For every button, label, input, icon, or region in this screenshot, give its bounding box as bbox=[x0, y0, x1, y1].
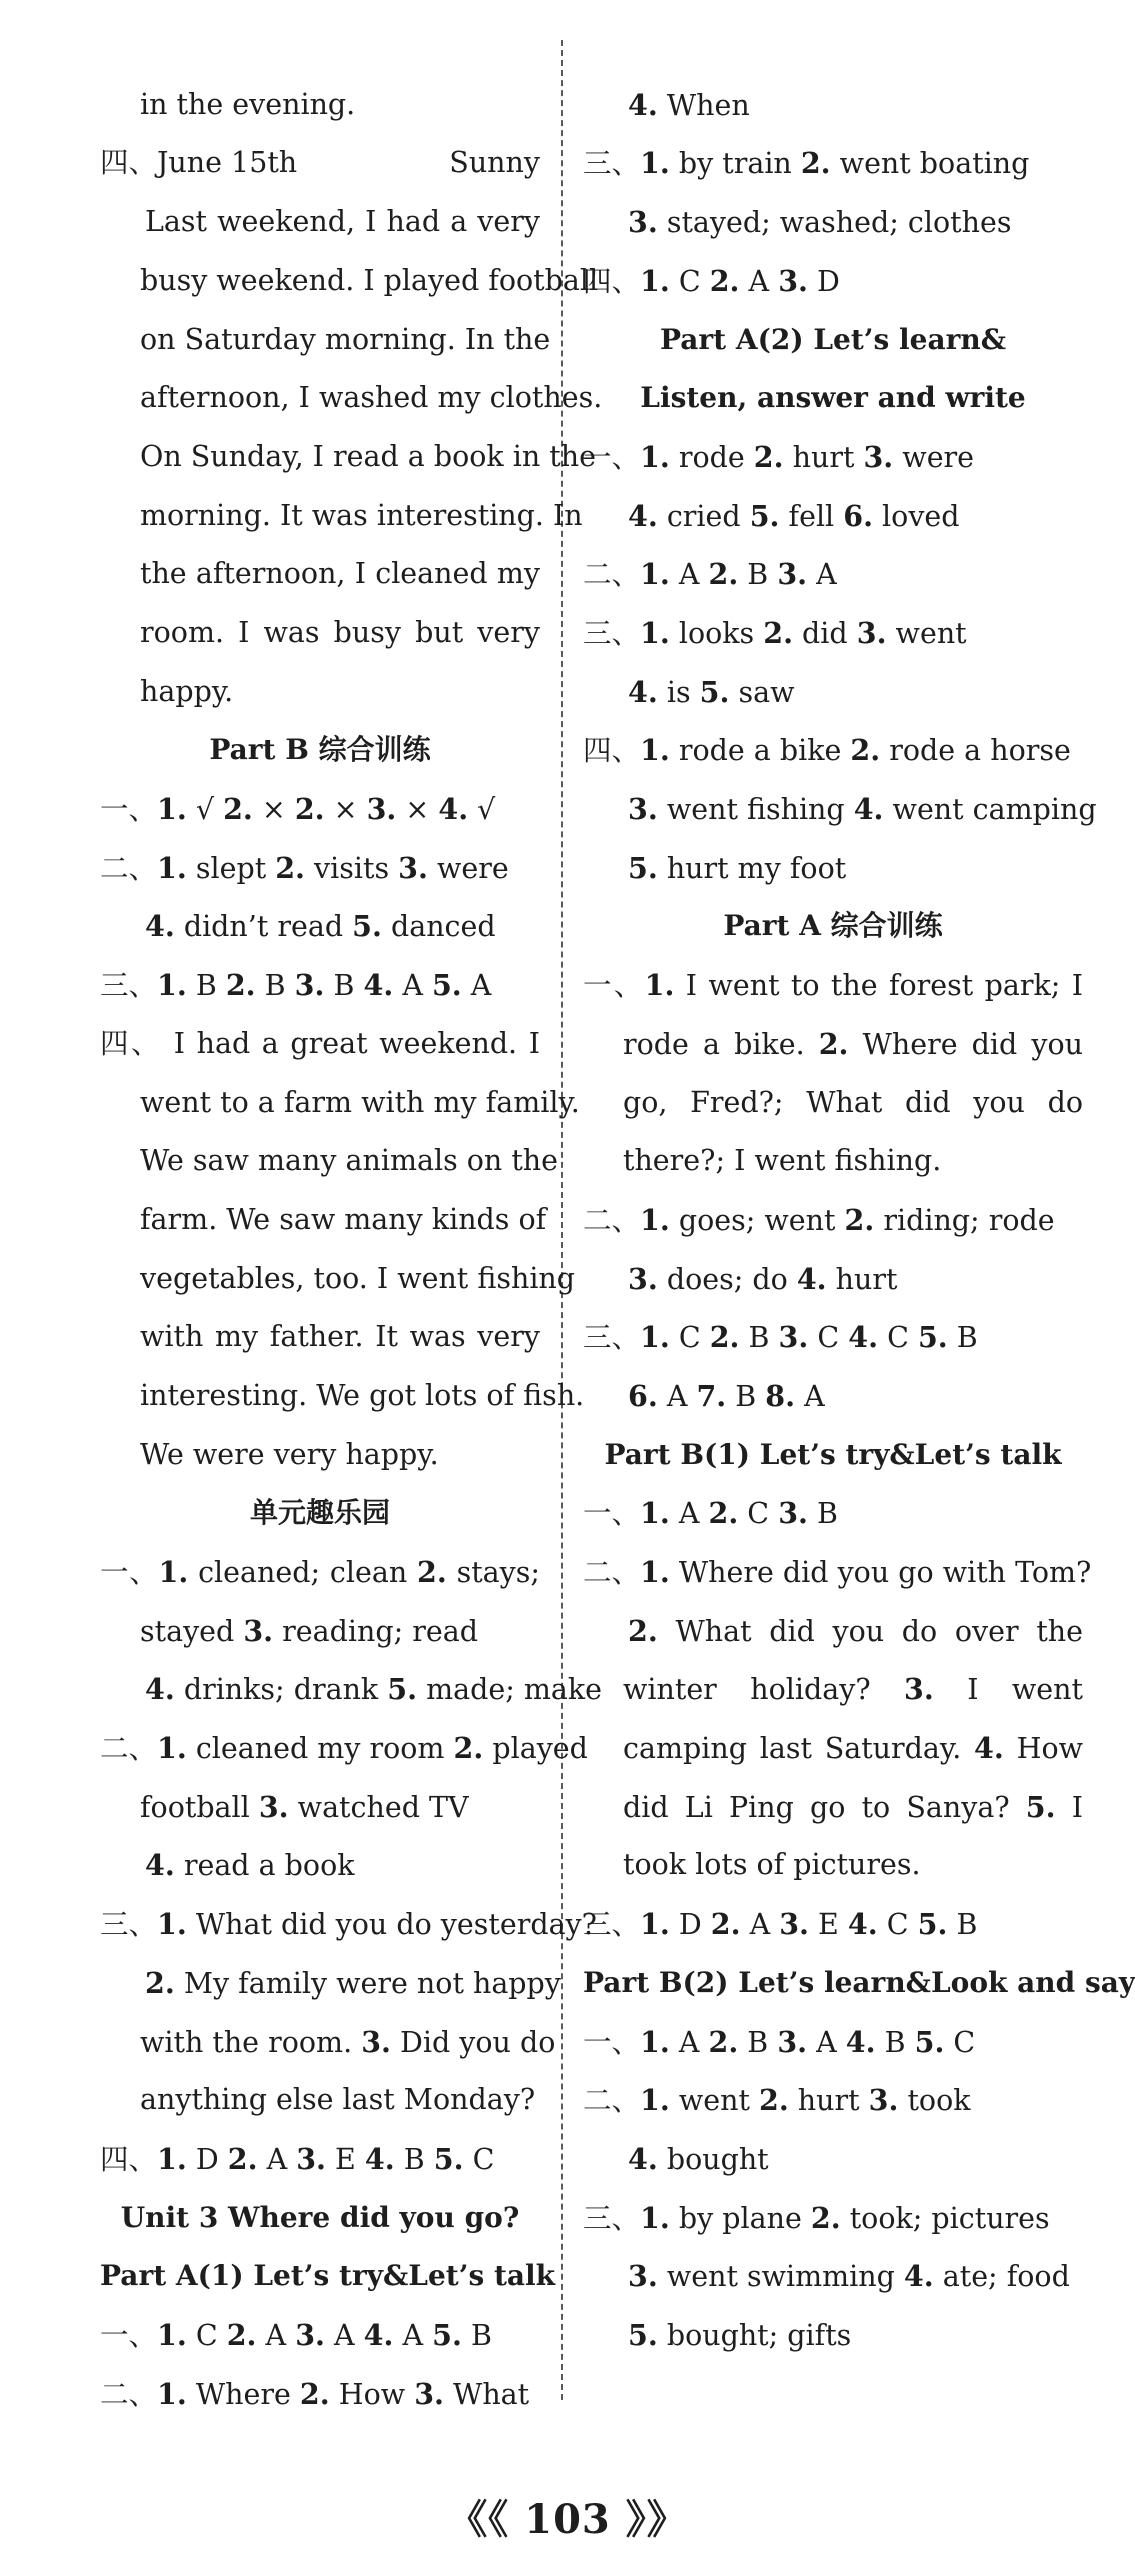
answer-line: 四、1. rode a bike 2. rode a horse bbox=[583, 733, 1071, 767]
answer-line: 4. is 5. saw bbox=[628, 675, 795, 709]
section-heading: Part B(1) Let’s try&Let’s talk bbox=[604, 1438, 1062, 1471]
answer-line: went to a farm with my family. bbox=[140, 1086, 580, 1119]
answer-line: We were very happy. bbox=[140, 1438, 439, 1471]
answer-line: winter holiday? 3. I went bbox=[623, 1672, 1083, 1706]
answer-line: happy. bbox=[140, 675, 234, 708]
answer-line: stayed 3. reading; read bbox=[140, 1614, 478, 1648]
answer-line: 三、1. D 2. A 3. E 4. C 5. B bbox=[583, 1907, 978, 1941]
answer-line: 三、1. B 2. B 3. B 4. A 5. A bbox=[100, 968, 492, 1002]
answer-line: vegetables, too. I went fishing bbox=[140, 1262, 576, 1295]
answer-line: 三、1. What did you do yesterday? bbox=[100, 1907, 597, 1941]
answer-line: 4. drinks; drank 5. made; make bbox=[145, 1672, 603, 1706]
answer-line: in the evening. bbox=[140, 88, 356, 121]
answer-line: 二、1. went 2. hurt 3. took bbox=[583, 2083, 971, 2117]
answer-line: 四、 I had a great weekend. I bbox=[100, 1027, 540, 1060]
section-heading: 单元趣乐园 bbox=[249, 1496, 390, 1529]
answer-line: 二、1. goes; went 2. riding; rode bbox=[583, 1203, 1055, 1237]
answer-line: 一、1. √ 2. × 2. × 3. × 4. √ bbox=[100, 792, 496, 826]
answer-line: there?; I went fishing. bbox=[623, 1144, 942, 1177]
answer-line: 4. bought bbox=[628, 2142, 769, 2176]
answer-line: 二、1. Where 2. How 3. What bbox=[100, 2377, 530, 2411]
answer-line: morning. It was interesting. In bbox=[140, 499, 583, 532]
answer-line: We saw many animals on the bbox=[140, 1144, 559, 1177]
answer-line: Last weekend, I had a very bbox=[145, 205, 540, 238]
answer-line: 二、1. cleaned my room 2. played bbox=[100, 1731, 588, 1765]
answer-line: 一、1. A 2. B 3. A 4. B 5. C bbox=[583, 2025, 976, 2059]
answer-line: 5. bought; gifts bbox=[628, 2318, 852, 2352]
answer-line: Sunny bbox=[449, 146, 540, 179]
answer-line: 三、1. by plane 2. took; pictures bbox=[583, 2201, 1050, 2235]
answer-line: go, Fred?; What did you do bbox=[623, 1086, 1083, 1119]
answer-line: 4. didn’t read 5. danced bbox=[145, 909, 496, 943]
answer-line: 三、1. C 2. B 3. C 4. C 5. B bbox=[583, 1320, 978, 1354]
answer-line: took lots of pictures. bbox=[623, 1848, 921, 1881]
answer-line: 4. When bbox=[628, 88, 750, 122]
answer-line: camping last Saturday. 4. How bbox=[623, 1731, 1084, 1765]
answer-line: 二、1. Where did you go with Tom? bbox=[583, 1555, 1092, 1589]
answer-line: farm. We saw many kinds of bbox=[140, 1203, 547, 1236]
answer-line: 3. stayed; washed; clothes bbox=[628, 205, 1012, 239]
answer-line: On Sunday, I read a book in the bbox=[140, 440, 596, 473]
answer-line: 一、1. rode 2. hurt 3. were bbox=[583, 440, 975, 474]
section-heading: Part B(2) Let’s learn&Look and say bbox=[583, 1966, 1135, 1999]
section-heading: Listen, answer and write bbox=[640, 381, 1026, 414]
answer-line: did Li Ping go to Sanya? 5. I bbox=[623, 1790, 1083, 1824]
answer-line: 5. hurt my foot bbox=[628, 851, 847, 885]
answer-line: 三、1. by train 2. went boating bbox=[583, 146, 1030, 180]
answer-line: 3. went fishing 4. went camping bbox=[628, 792, 1097, 826]
section-heading: Part A 综合训练 bbox=[723, 909, 943, 942]
answer-line: 一、1. cleaned; clean 2. stays; bbox=[100, 1555, 540, 1589]
section-heading: Unit 3 Where did you go? bbox=[120, 2201, 520, 2234]
answer-line: 一、1. A 2. C 3. B bbox=[583, 1496, 838, 1530]
answer-line: 4. read a book bbox=[145, 1848, 355, 1882]
answer-line: with the room. 3. Did you do bbox=[140, 2025, 556, 2059]
answer-line: busy weekend. I played football bbox=[140, 264, 599, 297]
answer-line: 3. does; do 4. hurt bbox=[628, 1262, 898, 1296]
answer-line: rode a bike. 2. Where did you bbox=[623, 1027, 1083, 1061]
answer-line: 2. What did you do over the bbox=[628, 1614, 1083, 1648]
answer-line: interesting. We got lots of fish. bbox=[140, 1379, 585, 1412]
section-heading: Part A(2) Let’s learn& bbox=[659, 323, 1006, 356]
answer-line: on Saturday morning. In the bbox=[140, 323, 551, 356]
answer-line: anything else last Monday? bbox=[140, 2083, 536, 2116]
answer-line: 一、1. I went to the forest park; I bbox=[583, 968, 1083, 1002]
answer-line: 2. My family were not happy bbox=[145, 1966, 561, 2000]
answer-line: 三、1. looks 2. did 3. went bbox=[583, 616, 967, 650]
answer-line: afternoon, I washed my clothes. bbox=[140, 381, 603, 414]
answer-line: 4. cried 5. fell 6. loved bbox=[628, 499, 960, 533]
answer-line: 3. went swimming 4. ate; food bbox=[628, 2259, 1070, 2293]
answer-line: football 3. watched TV bbox=[140, 1790, 469, 1824]
answer-line: 6. A 7. B 8. A bbox=[628, 1379, 825, 1413]
section-heading: Part B 综合训练 bbox=[209, 733, 431, 766]
answer-line: 四、1. C 2. A 3. D bbox=[583, 264, 840, 298]
answer-line: 四、1. D 2. A 3. E 4. B 5. C bbox=[100, 2142, 495, 2176]
answer-line: 二、1. slept 2. visits 3. were bbox=[100, 851, 509, 885]
answer-line: 一、1. C 2. A 3. A 4. A 5. B bbox=[100, 2318, 492, 2352]
page-number: 《《 103 》》 bbox=[447, 2496, 688, 2543]
answer-line: 二、1. A 2. B 3. A bbox=[583, 557, 837, 591]
answer-line: with my father. It was very bbox=[140, 1320, 540, 1353]
answer-line: 四、June 15th bbox=[100, 146, 298, 179]
section-heading: Part A(1) Let’s try&Let’s talk bbox=[100, 2259, 556, 2292]
answer-line: room. I was busy but very bbox=[140, 616, 540, 649]
answer-line: the afternoon, I cleaned my bbox=[140, 557, 540, 590]
